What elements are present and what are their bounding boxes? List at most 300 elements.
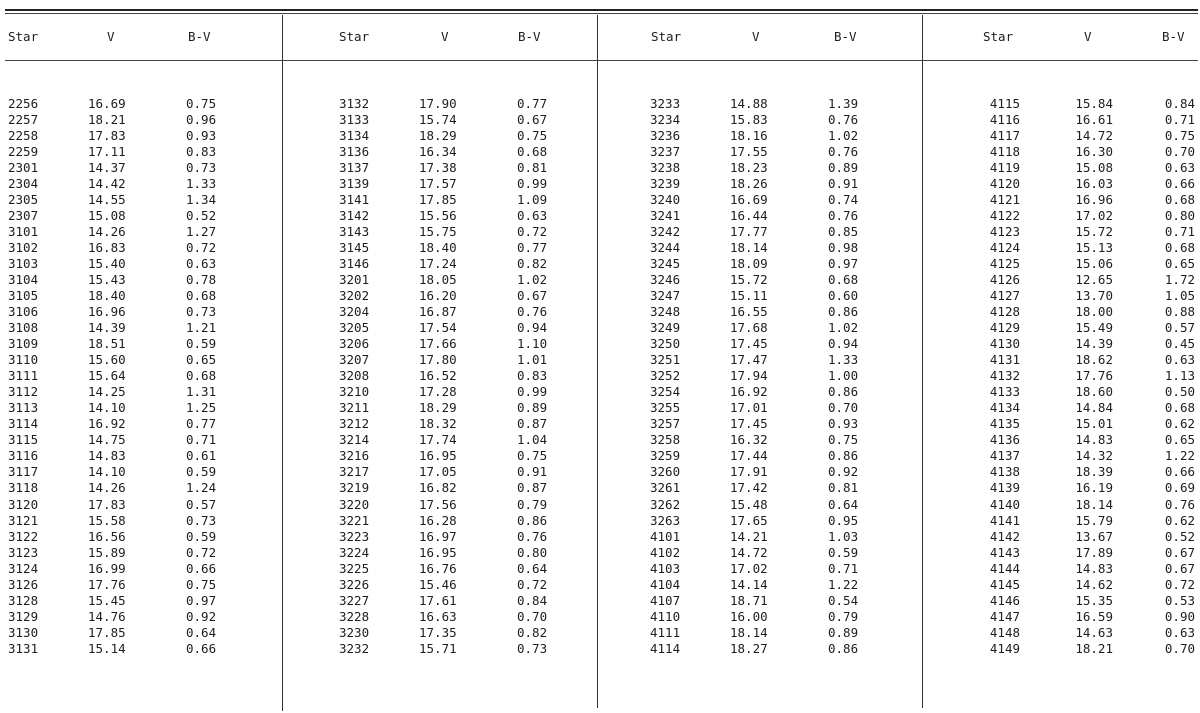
v-magnitude-cell: 16.28 (419, 512, 457, 528)
v-magnitude-cell: 15.11 (730, 288, 768, 304)
star-id-cell: 3262 (650, 496, 681, 512)
v-magnitude-cell: 17.65 (730, 512, 768, 528)
bv-color-cell: 0.78 (186, 272, 217, 288)
v-magnitude-cell: 17.74 (419, 432, 457, 448)
v-magnitude-cell: 18.62 (1075, 352, 1113, 368)
bv-color-cell: 1.25 (186, 400, 217, 416)
bv-color-cell: 0.88 (1164, 304, 1195, 320)
star-id-cell: 4120 (989, 176, 1020, 192)
star-id-cell: 4136 (989, 432, 1020, 448)
star-id-cell: 3221 (339, 512, 370, 528)
bv-color-cell: 0.99 (517, 176, 548, 192)
column-divider (922, 15, 923, 708)
star-id-cell: 3117 (8, 464, 39, 480)
bv-color-cell: 0.86 (828, 304, 859, 320)
v-magnitude-cell: 13.70 (1075, 288, 1113, 304)
v-magnitude-cell: 16.99 (88, 560, 126, 576)
star-id-cell: 3116 (8, 448, 39, 464)
v-magnitude-cell: 18.14 (1075, 496, 1113, 512)
bv-color-cell: 0.62 (1164, 512, 1195, 528)
bv-color-cell: 0.72 (186, 544, 217, 560)
star-id-cell: 3217 (339, 464, 370, 480)
star-id-cell: 3214 (339, 432, 370, 448)
bv-color-cell: 0.89 (828, 624, 859, 640)
v-magnitude-cell: 15.72 (1075, 224, 1113, 240)
v-magnitude-cell: 15.35 (1075, 592, 1113, 608)
star-id-cell: 4114 (650, 640, 681, 656)
v-magnitude-cell: 17.38 (419, 160, 457, 176)
star-id-cell: 3260 (650, 464, 681, 480)
v-magnitude-cell: 17.66 (419, 336, 457, 352)
star-id-cell: 3136 (339, 144, 370, 160)
star-id-cell: 3224 (339, 544, 370, 560)
v-magnitude-cell: 16.03 (1075, 176, 1113, 192)
bv-color-cell: 0.83 (517, 368, 548, 384)
v-magnitude-cell: 17.45 (730, 336, 768, 352)
star-id-cell: 4101 (650, 528, 681, 544)
bv-color-cell: 1.22 (828, 576, 859, 592)
star-id-cell: 3254 (650, 384, 681, 400)
bv-color-cell: 0.81 (517, 160, 548, 176)
bv-color-cell: 0.86 (828, 384, 859, 400)
star-id-cell: 3244 (650, 240, 681, 256)
star-id-cell: 3142 (339, 208, 370, 224)
bv-color-cell: 1.01 (517, 352, 548, 368)
star-id-cell: 4126 (989, 272, 1020, 288)
bv-color-cell: 1.02 (828, 128, 859, 144)
v-magnitude-cell: 17.02 (1075, 208, 1113, 224)
star-id-cell: 3130 (8, 624, 39, 640)
v-magnitude-cell: 14.14 (730, 576, 768, 592)
bv-color-cell: 0.75 (828, 432, 859, 448)
v-magnitude-cell: 17.28 (419, 384, 457, 400)
v-magnitude-cell: 14.25 (88, 384, 126, 400)
bv-color-cell: 0.63 (1164, 160, 1195, 176)
star-id-cell: 4134 (989, 400, 1020, 416)
bv-color-cell: 0.72 (186, 240, 217, 256)
v-magnitude-cell: 14.83 (88, 448, 126, 464)
star-id-cell: 3106 (8, 304, 39, 320)
star-id-cell: 3103 (8, 256, 39, 272)
v-magnitude-cell: 18.60 (1075, 384, 1113, 400)
bv-color-cell: 0.45 (1164, 336, 1195, 352)
v-magnitude-cell: 14.10 (88, 400, 126, 416)
v-magnitude-cell: 17.01 (730, 400, 768, 416)
bv-color-cell: 0.86 (828, 640, 859, 656)
v-magnitude-cell: 15.45 (88, 592, 126, 608)
bv-color-cell: 0.76 (828, 144, 859, 160)
star-id-cell: 4135 (989, 416, 1020, 432)
bv-color-cell: 0.76 (828, 208, 859, 224)
header-bv: B-V (518, 29, 541, 44)
bv-color-cell: 1.03 (828, 528, 859, 544)
bv-color-cell: 0.62 (1164, 416, 1195, 432)
bv-color-cell: 0.75 (186, 576, 217, 592)
bv-color-cell: 0.68 (1164, 240, 1195, 256)
star-id-cell: 4116 (989, 112, 1020, 128)
v-magnitude-cell: 18.32 (419, 416, 457, 432)
bv-color-cell: 0.70 (1164, 640, 1195, 656)
bv-color-cell: 1.33 (186, 176, 217, 192)
star-id-cell: 4130 (989, 336, 1020, 352)
v-magnitude-cell: 16.76 (419, 560, 457, 576)
bv-color-cell: 0.70 (1164, 144, 1195, 160)
bv-color-cell: 0.57 (1164, 320, 1195, 336)
star-id-cell: 3139 (339, 176, 370, 192)
top-rule-thin (5, 13, 1198, 14)
v-magnitude-cell: 17.47 (730, 352, 768, 368)
bv-color-cell: 1.04 (517, 432, 548, 448)
star-id-cell: 3237 (650, 144, 681, 160)
star-id-cell: 4115 (989, 96, 1020, 111)
v-magnitude-cell: 18.14 (730, 624, 768, 640)
v-magnitude-cell: 18.23 (730, 160, 768, 176)
bv-color-cell: 0.87 (517, 480, 548, 496)
v-magnitude-cell: 17.91 (730, 464, 768, 480)
bv-color-cell: 0.84 (1164, 96, 1195, 111)
v-magnitude-cell: 15.06 (1075, 256, 1113, 272)
bv-color-cell: 1.33 (828, 352, 859, 368)
bv-color-cell: 0.80 (1164, 208, 1195, 224)
star-id-cell: 2301 (8, 160, 39, 176)
bv-color-cell: 0.89 (828, 160, 859, 176)
bv-color-cell: 0.74 (828, 192, 859, 208)
header-star: Star (983, 29, 1014, 44)
v-magnitude-cell: 16.19 (1075, 480, 1113, 496)
v-magnitude-cell: 14.76 (88, 608, 126, 624)
bv-color-cell: 0.77 (517, 96, 548, 111)
bv-color-cell: 1.09 (517, 192, 548, 208)
star-id-cell: 3212 (339, 416, 370, 432)
star-id-cell: 3234 (650, 112, 681, 128)
star-id-cell: 3259 (650, 448, 681, 464)
star-id-cell: 3206 (339, 336, 370, 352)
bv-color-cell: 0.66 (186, 560, 217, 576)
bv-color-cell: 0.71 (1164, 112, 1195, 128)
star-id-cell: 3207 (339, 352, 370, 368)
bv-color-cell: 0.61 (186, 448, 217, 464)
header-bv: B-V (834, 29, 857, 44)
bv-color-cell: 0.82 (517, 624, 548, 640)
star-id-cell: 3205 (339, 320, 370, 336)
header-v: V (107, 29, 115, 44)
v-magnitude-cell: 17.85 (419, 192, 457, 208)
star-id-cell: 4143 (989, 544, 1020, 560)
bv-color-cell: 0.73 (186, 304, 217, 320)
star-id-cell: 3225 (339, 560, 370, 576)
star-id-cell: 4103 (650, 560, 681, 576)
v-magnitude-cell: 15.48 (730, 496, 768, 512)
star-id-cell: 2257 (8, 112, 39, 128)
v-magnitude-cell: 17.76 (88, 576, 126, 592)
v-magnitude-cell: 14.26 (88, 224, 126, 240)
v-magnitude-cell: 18.21 (88, 112, 126, 128)
bv-color-cell: 0.68 (517, 144, 548, 160)
bv-color-cell: 1.02 (517, 272, 548, 288)
v-magnitude-cell: 16.83 (88, 240, 126, 256)
star-id-cell: 2256 (8, 96, 39, 111)
star-id-cell: 3123 (8, 544, 39, 560)
bv-color-cell: 0.75 (517, 448, 548, 464)
v-magnitude-cell: 15.01 (1075, 416, 1113, 432)
star-id-cell: 3132 (339, 96, 370, 111)
v-magnitude-cell: 16.30 (1075, 144, 1113, 160)
star-id-cell: 4137 (989, 448, 1020, 464)
bv-color-cell: 0.71 (828, 560, 859, 576)
bv-color-cell: 0.98 (828, 240, 859, 256)
bv-color-cell: 0.57 (186, 496, 217, 512)
v-magnitude-cell: 17.42 (730, 480, 768, 496)
header-bv: B-V (1162, 29, 1185, 44)
bv-color-cell: 0.97 (186, 592, 217, 608)
bv-color-cell: 0.70 (517, 608, 548, 624)
star-id-cell: 3137 (339, 160, 370, 176)
star-id-cell: 4117 (989, 128, 1020, 144)
header-rule (5, 60, 1198, 61)
bv-color-cell: 0.66 (1164, 176, 1195, 192)
bv-color-cell: 0.81 (828, 480, 859, 496)
bv-color-cell: 0.63 (1164, 624, 1195, 640)
bv-color-cell: 0.94 (828, 336, 859, 352)
v-magnitude-cell: 14.42 (88, 176, 126, 192)
star-id-cell: 3115 (8, 432, 39, 448)
bv-color-cell: 0.67 (1164, 544, 1195, 560)
bv-color-cell: 0.65 (1164, 432, 1195, 448)
star-id-cell: 4128 (989, 304, 1020, 320)
star-id-cell: 3131 (8, 640, 39, 656)
v-magnitude-cell: 15.89 (88, 544, 126, 560)
v-magnitude-cell: 17.11 (88, 144, 126, 160)
star-id-cell: 3110 (8, 352, 39, 368)
star-id-cell: 3204 (339, 304, 370, 320)
bv-color-cell: 0.53 (1164, 592, 1195, 608)
bv-color-cell: 0.63 (517, 208, 548, 224)
star-id-cell: 2307 (8, 208, 39, 224)
star-id-cell: 3128 (8, 592, 39, 608)
star-id-cell: 3112 (8, 384, 39, 400)
star-id-cell: 3113 (8, 400, 39, 416)
bv-color-cell: 1.05 (1164, 288, 1195, 304)
v-magnitude-cell: 16.95 (419, 448, 457, 464)
v-magnitude-cell: 13.67 (1075, 528, 1113, 544)
v-magnitude-cell: 18.39 (1075, 464, 1113, 480)
column-divider (282, 15, 283, 711)
star-id-cell: 3219 (339, 480, 370, 496)
bv-color-cell: 0.95 (828, 512, 859, 528)
star-id-cell: 3141 (339, 192, 370, 208)
star-id-cell: 4111 (650, 624, 681, 640)
star-id-cell: 3263 (650, 512, 681, 528)
bv-color-cell: 0.69 (1164, 480, 1195, 496)
bv-color-cell: 0.94 (517, 320, 548, 336)
bv-color-cell: 0.76 (828, 112, 859, 128)
star-id-cell: 3124 (8, 560, 39, 576)
star-id-cell: 4145 (989, 576, 1020, 592)
bv-color-cell: 0.71 (1164, 224, 1195, 240)
star-id-cell: 3120 (8, 496, 39, 512)
v-magnitude-cell: 15.40 (88, 256, 126, 272)
star-id-cell: 3241 (650, 208, 681, 224)
bv-color-cell: 1.27 (186, 224, 217, 240)
v-magnitude-cell: 14.62 (1075, 576, 1113, 592)
v-magnitude-cell: 15.43 (88, 272, 126, 288)
v-magnitude-cell: 17.76 (1075, 368, 1113, 384)
star-id-cell: 4129 (989, 320, 1020, 336)
v-magnitude-cell: 16.59 (1075, 608, 1113, 624)
v-magnitude-cell: 16.96 (1075, 192, 1113, 208)
bv-color-cell: 0.73 (517, 640, 548, 656)
v-magnitude-cell: 15.64 (88, 368, 126, 384)
v-magnitude-cell: 16.61 (1075, 112, 1113, 128)
star-id-cell: 3248 (650, 304, 681, 320)
star-id-cell: 3208 (339, 368, 370, 384)
star-id-cell: 4144 (989, 560, 1020, 576)
star-id-cell: 3105 (8, 288, 39, 304)
star-id-cell: 3122 (8, 528, 39, 544)
bv-color-cell: 0.73 (186, 512, 217, 528)
v-magnitude-cell: 17.85 (88, 624, 126, 640)
star-id-cell: 4104 (650, 576, 681, 592)
bv-color-cell: 0.59 (186, 464, 217, 480)
v-magnitude-cell: 18.16 (730, 128, 768, 144)
bv-color-cell: 0.93 (828, 416, 859, 432)
v-magnitude-cell: 16.00 (730, 608, 768, 624)
star-id-cell: 4125 (989, 256, 1020, 272)
v-magnitude-cell: 18.05 (419, 272, 457, 288)
v-magnitude-cell: 16.69 (730, 192, 768, 208)
star-id-cell: 3251 (650, 352, 681, 368)
v-magnitude-cell: 14.39 (88, 320, 126, 336)
header-star: Star (339, 29, 370, 44)
v-magnitude-cell: 17.83 (88, 128, 126, 144)
star-id-cell: 4110 (650, 608, 681, 624)
bv-color-cell: 0.76 (1164, 496, 1195, 512)
star-id-cell: 4121 (989, 192, 1020, 208)
v-magnitude-cell: 18.09 (730, 256, 768, 272)
v-magnitude-cell: 18.40 (88, 288, 126, 304)
bv-color-cell: 1.00 (828, 368, 859, 384)
star-id-cell: 3239 (650, 176, 681, 192)
bv-color-cell: 0.63 (186, 256, 217, 272)
bv-color-cell: 0.83 (186, 144, 217, 160)
header-v: V (441, 29, 449, 44)
v-magnitude-cell: 18.71 (730, 592, 768, 608)
v-magnitude-cell: 15.46 (419, 576, 457, 592)
bv-color-cell: 0.70 (828, 400, 859, 416)
star-id-cell: 3121 (8, 512, 39, 528)
v-magnitude-cell: 17.44 (730, 448, 768, 464)
bv-color-cell: 0.64 (517, 560, 548, 576)
v-magnitude-cell: 14.72 (730, 544, 768, 560)
star-id-cell: 3230 (339, 624, 370, 640)
v-magnitude-cell: 14.75 (88, 432, 126, 448)
star-id-cell: 4146 (989, 592, 1020, 608)
header-v: V (1084, 29, 1092, 44)
bv-color-cell: 0.52 (186, 208, 217, 224)
star-id-cell: 3238 (650, 160, 681, 176)
v-magnitude-cell: 14.10 (88, 464, 126, 480)
v-magnitude-cell: 17.54 (419, 320, 457, 336)
bv-color-cell: 0.64 (186, 624, 217, 640)
star-id-cell: 3102 (8, 240, 39, 256)
bv-color-cell: 1.02 (828, 320, 859, 336)
v-magnitude-cell: 17.89 (1075, 544, 1113, 560)
star-id-cell: 2258 (8, 128, 39, 144)
star-id-cell: 3104 (8, 272, 39, 288)
bv-color-cell: 0.71 (186, 432, 217, 448)
bv-color-cell: 0.59 (186, 336, 217, 352)
v-magnitude-cell: 14.55 (88, 192, 126, 208)
v-magnitude-cell: 18.21 (1075, 640, 1113, 656)
v-magnitude-cell: 14.37 (88, 160, 126, 176)
star-id-cell: 3252 (650, 368, 681, 384)
v-magnitude-cell: 14.84 (1075, 400, 1113, 416)
v-magnitude-cell: 16.97 (419, 528, 457, 544)
bv-color-cell: 0.67 (517, 288, 548, 304)
bv-color-cell: 0.92 (186, 608, 217, 624)
bv-color-cell: 0.72 (1164, 576, 1195, 592)
v-magnitude-cell: 17.57 (419, 176, 457, 192)
v-magnitude-cell: 15.49 (1075, 320, 1113, 336)
v-magnitude-cell: 18.27 (730, 640, 768, 656)
bv-color-cell: 0.65 (186, 352, 217, 368)
v-magnitude-cell: 15.72 (730, 272, 768, 288)
bv-color-cell: 1.24 (186, 480, 217, 496)
v-magnitude-cell: 16.55 (730, 304, 768, 320)
star-id-cell: 3242 (650, 224, 681, 240)
bv-color-cell: 0.59 (828, 544, 859, 560)
bv-color-cell: 0.66 (186, 640, 217, 656)
bv-color-cell: 1.72 (1164, 272, 1195, 288)
v-magnitude-cell: 15.74 (419, 112, 457, 128)
star-id-cell: 3129 (8, 608, 39, 624)
v-magnitude-cell: 15.83 (730, 112, 768, 128)
v-magnitude-cell: 15.75 (419, 224, 457, 240)
v-magnitude-cell: 16.32 (730, 432, 768, 448)
bv-color-cell: 1.22 (1164, 448, 1195, 464)
bv-color-cell: 0.75 (517, 128, 548, 144)
bv-color-cell: 0.68 (186, 288, 217, 304)
star-id-cell: 3246 (650, 272, 681, 288)
v-magnitude-cell: 16.96 (88, 304, 126, 320)
top-rule (5, 9, 1198, 11)
star-id-cell: 3228 (339, 608, 370, 624)
bv-color-cell: 0.79 (517, 496, 548, 512)
star-id-cell: 3247 (650, 288, 681, 304)
star-id-cell: 3134 (339, 128, 370, 144)
v-magnitude-cell: 16.44 (730, 208, 768, 224)
star-id-cell: 3220 (339, 496, 370, 512)
header-star: Star (8, 29, 39, 44)
star-id-cell: 2259 (8, 144, 39, 160)
bv-color-cell: 0.80 (517, 544, 548, 560)
star-id-cell: 3245 (650, 256, 681, 272)
bv-color-cell: 0.75 (186, 96, 217, 111)
star-id-cell: 3216 (339, 448, 370, 464)
star-id-cell: 3146 (339, 256, 370, 272)
star-id-cell: 3233 (650, 96, 681, 111)
bv-color-cell: 0.91 (828, 176, 859, 192)
star-id-cell: 3111 (8, 368, 39, 384)
star-id-cell: 3232 (339, 640, 370, 656)
v-magnitude-cell: 14.32 (1075, 448, 1113, 464)
v-magnitude-cell: 16.95 (419, 544, 457, 560)
star-id-cell: 4102 (650, 544, 681, 560)
star-id-cell: 4132 (989, 368, 1020, 384)
star-id-cell: 4133 (989, 384, 1020, 400)
v-magnitude-cell: 14.63 (1075, 624, 1113, 640)
star-id-cell: 3223 (339, 528, 370, 544)
